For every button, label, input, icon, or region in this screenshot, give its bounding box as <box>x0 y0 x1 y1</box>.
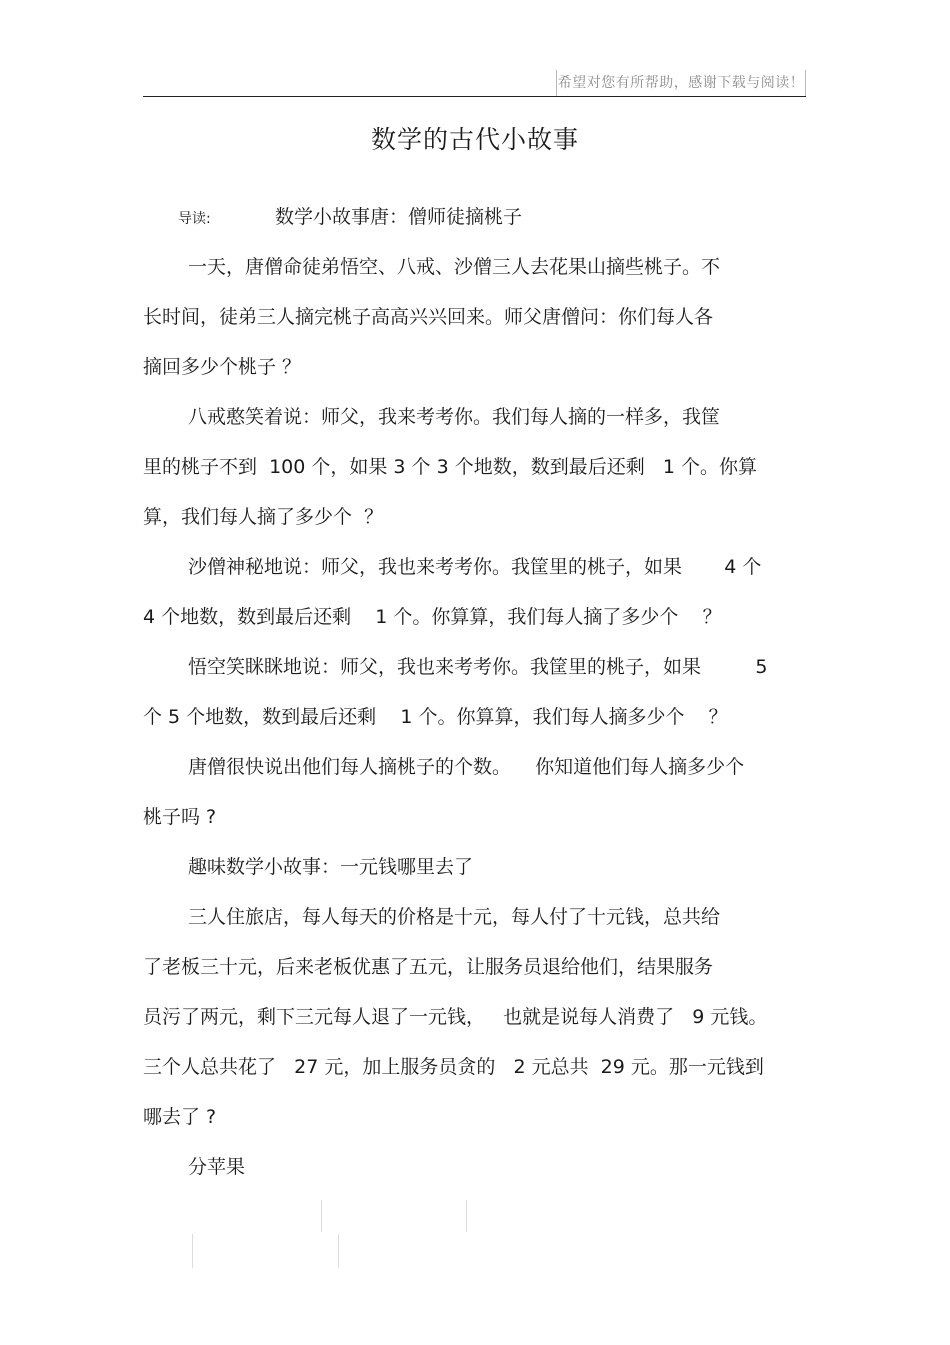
paragraph-line: 一天，唐僧命徒弟悟空、八戒、沙僧三人去花果山摘些桃子。不 <box>188 256 721 278</box>
paragraph-line: 4 个地数，数到最后还剩 1 个。你算算，我们每人摘了多少个 ？ <box>143 606 722 628</box>
paragraph-line: 了老板三十元，后来老板优惠了五元，让服务员退给他们，结果服务 <box>143 956 714 978</box>
paragraph-line: 八戒憨笑着说：师父，我来考考你。我们每人摘的一样多，我筐 <box>188 406 721 428</box>
faint-rule <box>192 1234 193 1268</box>
section-heading: 趣味数学小故事：一元钱哪里去了 <box>188 856 474 878</box>
paragraph-line: 唐僧很快说出他们每人摘桃子的个数。 你知道他们每人摘多少个 <box>188 756 745 778</box>
paragraph-line: 算，我们每人摘了多少个 ？ <box>143 506 384 528</box>
section-heading: 分苹果 <box>188 1156 246 1178</box>
lead-text: 数学小故事唐：僧师徒摘桃子 <box>275 206 523 228</box>
paragraph-line: 长时间，徒弟三人摘完桃子高高兴兴回来。师父唐僧问：你们每人各 <box>143 306 714 328</box>
paragraph-line: 摘回多少个桃子 ？ <box>143 356 302 378</box>
paragraph-line: 个 5 个地数，数到最后还剩 1 个。你算算，我们每人摘多少个 ？ <box>143 706 728 728</box>
faint-rule <box>338 1234 339 1268</box>
header-divider <box>143 96 806 97</box>
paragraph-line: 沙僧神秘地说：师父，我也来考考你。我筐里的桃子，如果 4 个 <box>188 556 762 578</box>
document-title: 数学的古代小故事 <box>370 125 579 154</box>
paragraph-line: 员污了两元，剩下三元每人退了一元钱， 也就是说每人消费了 9 元钱。 <box>143 1006 768 1028</box>
paragraph-line: 桃子吗 ? <box>143 806 217 828</box>
paragraph-line: 哪去了 ? <box>143 1106 217 1128</box>
header-note: 希望对您有所帮助，感谢下载与阅读！ <box>556 70 806 96</box>
faint-rule <box>466 1200 467 1232</box>
paragraph-line: 里的桃子不到 100 个，如果 3 个 3 个地数，数到最后还剩 1 个。你算 <box>143 456 757 478</box>
lead-line <box>178 200 522 234</box>
paragraph-line: 悟空笑眯眯地说：师父，我也来考考你。我筐里的桃子，如果 5 <box>188 656 768 678</box>
faint-rule <box>321 1200 322 1232</box>
lead-label: 导读: <box>178 211 211 227</box>
paragraph-line: 三个人总共花了 27 元，加上服务员贪的 2 元总共 29 元。那一元钱到 <box>143 1056 764 1078</box>
paragraph-line: 三人住旅店，每人每天的价格是十元，每人付了十元钱，总共给 <box>188 906 721 928</box>
